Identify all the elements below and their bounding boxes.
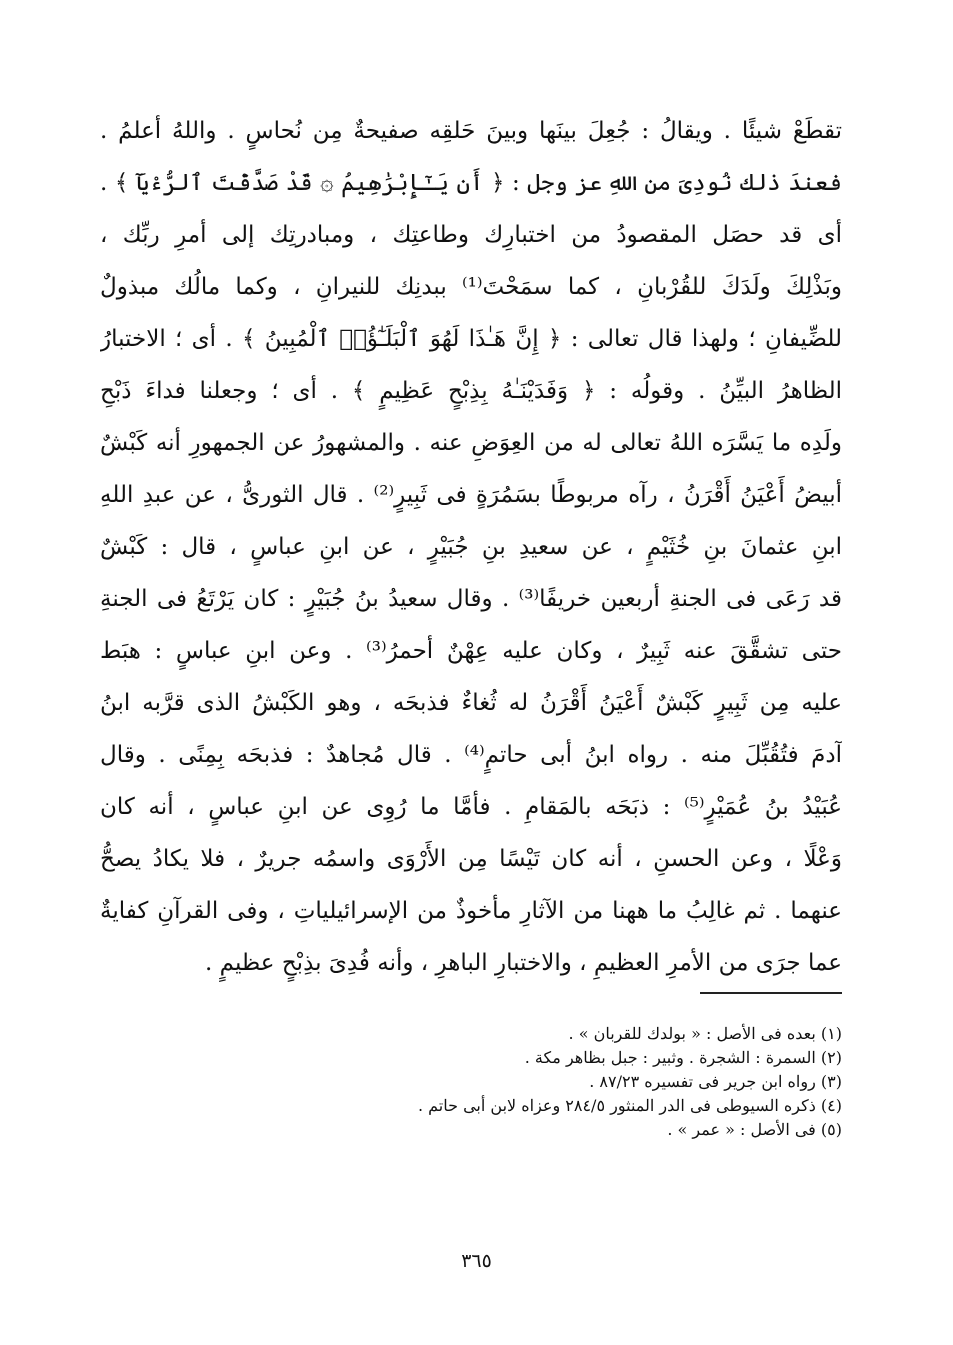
text-line-14: عُبَيْدُ بنُ عُمَيْرٍ⁽⁵⁾ : ذبَحَه بالمَقامِ . فأمَّا ما رُوِى عن ابنِ عباسٍ ، أنه كان [100, 794, 842, 820]
text-line-6: الظاهرُ البيِّنُ . وقولُه : ﴿ وَفَدَيْنَـٰهُ بِذِبْحٍ عَظِيمٍ ﴾ . أى ؛ وجعلنا فداءَ ذَبْحِ [100, 378, 842, 404]
text-line-7: ولَدِه ما يَسَّرَه اللهُ تعالى له من العِوَضِ عنه . والمشهورُ عن الجمهورِ أنه كَبْشٌ [100, 430, 842, 456]
text-line-10: قد رَعَى فى الجنةِ أربعين خريفًا⁽³⁾ . وقال سعيدُ بنُ جُبَيْرٍ : كان يَرْتَعُ فى الجنةِ [100, 586, 842, 612]
footnote-3: (٣) رواه ابن جرير فى تفسيره ٨٧/٢٣ . [589, 1072, 842, 1091]
text-line-15: وَعْلًا ، وعن الحسنِ ، أنه كان تَيْسًا مِن الأَرْوَى واسمُه جريرٌ ، فلا يكادُ يصحُّ [100, 846, 842, 872]
footnote-divider [700, 992, 842, 994]
text-line-12: عليه مِن ثَبِيرٍ كَبْشٌ أَعْيَنُ أَقْرَنُ له ثُغاءٌ فذبحَه ، وهو الكَبْشُ الذى قرَّبه ابنُ [100, 690, 842, 716]
text-line-3: أى قد حصَل المقصودُ من اختبارِك وطاعتِك ، ومبادرتِك إلى أمرِ ربِّك ، [100, 222, 842, 248]
page-number: ٣٦٥ [461, 1250, 492, 1272]
text-line-17: عما جرَى من الأمرِ العظيمِ ، والاختبارِ الباهرِ ، وأنه فُدِىَ بذِبْحٍ عظيمٍ . [205, 950, 842, 976]
footnote-2: (٢) السمرة : الشجرة . وثبير : جبل بظاهر مكة . [524, 1048, 842, 1067]
text-line-9: ابنِ عثمانَ بنِ خُثَيْمٍ ، عن سعيدِ بنِ جُبَيْرٍ ، عن ابنِ عباسٍ ، قال : كَبْشٌ [100, 534, 842, 560]
main-text-block [100, 110, 842, 994]
footnotes-block [100, 1022, 842, 1142]
footnote-1: (١) بعده فى الأصل : « بولدك للقربان » . [568, 1024, 842, 1043]
text-line-2: فعندَ ذلك نُودِىَ من اللهِ عز وجل : ﴿ أَن يَـٰٓإِبْرَٰهِيمُ ۞ قَدْ صَدَّقْتَ ٱلرُّءْيَآ ﴾ . [100, 170, 842, 196]
text-line-16: عنهما . ثم غالِبُ ما ههنا من الآثارِ مأخوذٌ من الإسرائيلياتِ ، وفى القرآنِ كفايةٌ [100, 898, 842, 924]
text-line-13: آدمَ فتُقُبِّلَ منه . رواه ابنُ أبى حاتمٍ⁽⁴⁾ . قال مُجاهدٌ : فذبحَه بِمِنًى . وقال [100, 742, 842, 768]
footnote-5: (٥) فى الأصل : « عمر » . [667, 1120, 842, 1139]
text-line-5: للضِّيفانِ ؛ ولهذا قال تعالى : ﴿ إِنَّ هَـٰذَا لَهُوَ ٱلْبَلَـٰٓؤُا۟ ٱلْمُبِينُ ﴾ . أى ؛ الاختبارُ [100, 326, 842, 352]
text-line-8: أبيضُ أَعْيَنُ أَقْرَنُ ، رآه مربوطًا بسَمُرَةٍ فى ثَبِيرٍ⁽²⁾ . قال الثورىُّ ، عن عبدِ اللهِ [100, 482, 842, 508]
text-line-1: تقطَعْ شيئًا . ويقالُ : جُعِلَ بينَها وبينَ حَلقِه صفيحةٌ مِن نُحاسٍ . واللهُ أعلمُ . [100, 118, 842, 144]
text-line-11: حتى تشقَّقَ عنه ثَبِيرٌ ، وكان عليه عِهْنٌ أحمرُ⁽³⁾ . وعن ابنِ عباسٍ : هبَط [100, 638, 842, 664]
footnote-4: (٤) ذكره السيوطى فى الدر المنثور ٢٨٤/٥ وعزاه لابن أبى حاتم . [417, 1096, 842, 1115]
text-line-4: وبَذْلِكَ ولَدَكَ للقُرْبانِ ، كما سمَحْتَ⁽¹⁾ ببدنِك للنيرانِ ، وكما مالُك مبذولٌ [100, 274, 842, 300]
